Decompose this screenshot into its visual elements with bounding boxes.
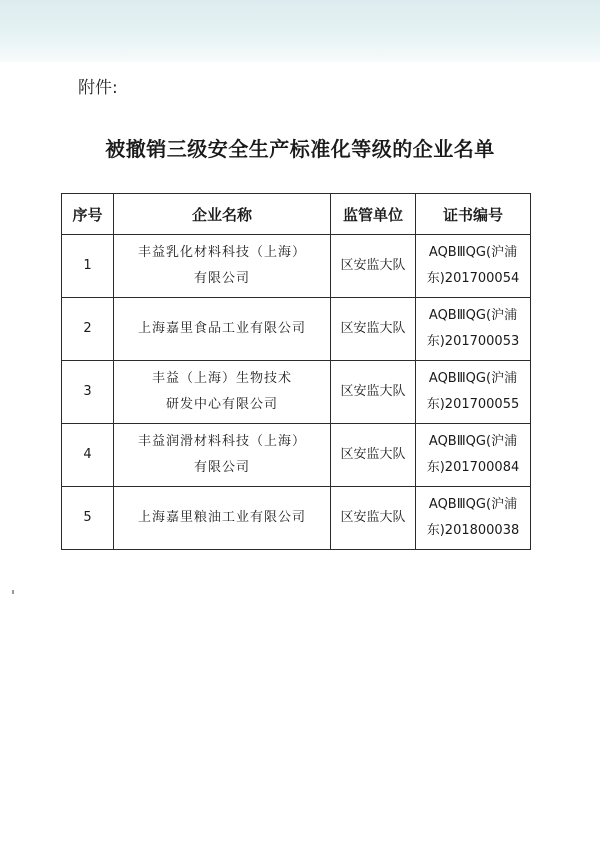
company-table: [61, 193, 531, 550]
company-line1: 上海嘉里粮油工业有限公司: [137, 510, 306, 525]
row-cert: [416, 361, 531, 424]
scan-top-band: [0, 0, 600, 62]
table-header-row: [62, 194, 531, 235]
company-line1: 上海嘉里食品工业有限公司: [137, 321, 306, 336]
row-unit: 区安监大队: [331, 487, 416, 550]
cert-line2: 东)201700053: [426, 334, 520, 349]
row-unit: 区安监大队: [331, 298, 416, 361]
company-line1: 丰益润滑材料科技（上海）: [137, 434, 306, 449]
company-line2: 研发中心有限公司: [165, 397, 278, 412]
table-row: [62, 298, 531, 361]
header-seq: 序号: [62, 194, 114, 235]
header-cert: 证书编号: [416, 194, 531, 235]
cert-line1: AQBⅢQG(沪浦: [428, 371, 518, 386]
company-line1: 丰益（上海）生物技术: [151, 371, 292, 386]
row-cert: [416, 487, 531, 550]
row-company: [114, 298, 331, 361]
table-row: [62, 361, 531, 424]
cert-line2: 东)201700084: [426, 460, 520, 475]
cert-line2: 东)201700055: [426, 397, 520, 412]
row-seq: 5: [62, 487, 114, 550]
company-line2: 有限公司: [193, 460, 250, 475]
scan-speck: [12, 590, 14, 594]
row-cert: [416, 235, 531, 298]
company-line2: 有限公司: [193, 271, 250, 286]
header-unit: 监管单位: [331, 194, 416, 235]
row-company: [114, 487, 331, 550]
header-company: 企业名称: [114, 194, 331, 235]
table-row: [62, 424, 531, 487]
row-cert: [416, 298, 531, 361]
cert-line1: AQBⅢQG(沪浦: [428, 308, 518, 323]
document-title: 被撤销三级安全生产标准化等级的企业名单: [105, 137, 495, 161]
row-cert: [416, 424, 531, 487]
cert-line2: 东)201800038: [426, 523, 520, 538]
row-seq: 1: [62, 235, 114, 298]
cert-line2: 东)201700054: [426, 271, 520, 286]
table-row: [62, 235, 531, 298]
row-seq: 2: [62, 298, 114, 361]
row-seq: 3: [62, 361, 114, 424]
cert-line1: AQBⅢQG(沪浦: [428, 497, 518, 512]
company-line1: 丰益乳化材料科技（上海）: [137, 245, 306, 260]
attachment-label: 附件:: [78, 78, 118, 98]
cert-line1: AQBⅢQG(沪浦: [428, 245, 518, 260]
table-row: [62, 487, 531, 550]
row-company: [114, 361, 331, 424]
cert-line1: AQBⅢQG(沪浦: [428, 434, 518, 449]
row-company: [114, 424, 331, 487]
row-unit: 区安监大队: [331, 424, 416, 487]
row-seq: 4: [62, 424, 114, 487]
row-unit: 区安监大队: [331, 361, 416, 424]
row-company: [114, 235, 331, 298]
row-unit: 区安监大队: [331, 235, 416, 298]
